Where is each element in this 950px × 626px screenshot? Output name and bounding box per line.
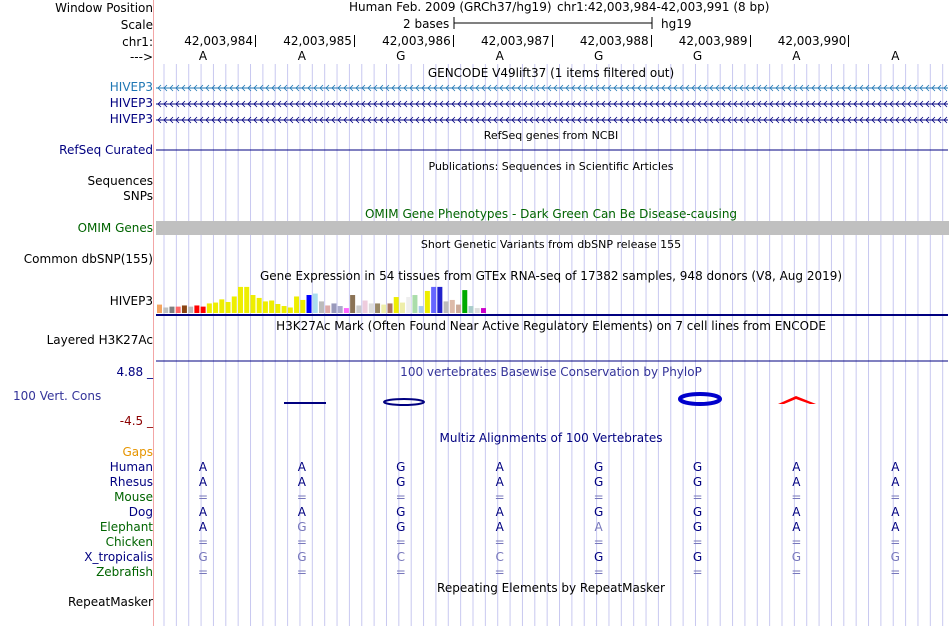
alignment-base: A [495,475,504,489]
alignment-base: G [297,550,307,564]
species-label[interactable]: Dog [128,505,153,519]
window-position-label: Window Position [55,1,153,15]
assembly-title: Human Feb. 2009 (GRCh37/hg19) [349,0,552,14]
species-label[interactable]: Human [109,460,153,474]
position-title[interactable]: chr1:42,003,984-42,003,991 (8 bp) [557,0,770,14]
alignment-base: G [297,520,307,534]
alignment-base: = [692,490,703,504]
alignment-base: G [692,460,703,474]
alignment-base: = [692,565,703,579]
scale-text: 2 bases [403,17,450,31]
alignment-base: A [792,475,801,489]
alignment-base: = [494,490,505,504]
gencode-track-title[interactable]: GENCODE V49lift37 (1 items filtered out) [427,66,675,80]
alignment-base: G [396,475,406,489]
alignment-base: A [297,460,306,474]
publications-sequences-label[interactable]: Sequences [87,174,153,188]
chrom-label: chr1: [122,35,153,49]
ruler-coordinate: 42,003,984 [184,34,253,48]
alignment-base: = [791,490,802,504]
alignment-base: = [890,490,901,504]
ruler-coordinate: 42,003,985 [283,34,352,48]
species-label[interactable]: Zebrafish [96,565,153,579]
species-label[interactable]: X_tropicalis [84,550,153,564]
species-label[interactable]: Rhesus [109,475,153,489]
alignment-base: = [395,565,406,579]
reference-base: A [297,49,306,63]
phylop-mark-g-small [384,399,424,405]
alignment-base: = [791,565,802,579]
alignment-base: G [593,460,604,474]
alignment-base: C [396,550,405,564]
alignment-base: A [495,460,504,474]
alignment-base: A [297,475,306,489]
alignment-base: A [891,460,900,474]
alignment-base: = [494,535,505,549]
alignment-base: G [593,475,604,489]
alignment-base: = [593,565,604,579]
omim-track-title[interactable]: OMIM Gene Phenotypes - Dark Green Can Be Disease-causing [364,207,738,221]
gtex-label[interactable]: HIVEP3 [109,294,153,308]
phylop-mark-a [284,402,326,404]
reference-base: A [495,49,504,63]
alignment-base: G [593,550,604,564]
gtex-track-title[interactable]: Gene Expression in 54 tissues from GTEx RNA-seq of 17382 samples, 948 donors (V8, Aug 2019) [259,269,843,283]
omim-label[interactable]: OMIM Genes [77,221,153,235]
alignment-base: = [593,490,604,504]
alignment-base: = [791,535,802,549]
h3k27ac-label[interactable]: Layered H3K27Ac [46,333,153,347]
repeatmasker-track-title[interactable]: Repeating Elements by RepeatMasker [437,581,665,595]
dbsnp-label[interactable]: Common dbSNP(155) [23,252,153,266]
publications-snps-label[interactable]: SNPs [123,189,153,203]
alignment-base: G [692,505,703,519]
species-label[interactable]: Chicken [105,535,153,549]
alignment-base: A [198,505,208,519]
species-label[interactable]: Mouse [114,490,153,504]
dbsnp-track-title[interactable]: Short Genetic Variants from dbSNP release 155 [420,238,682,251]
scale-label: Scale [120,18,153,32]
alignment-base: A [495,520,504,534]
alignment-base: = [197,490,209,504]
alignment-base: = [890,535,901,549]
alignment-base: = [692,535,703,549]
alignment-base: G [791,550,802,564]
phylop-track-title[interactable]: 100 vertebrates Basewise Conservation by PhyloP [400,365,702,379]
alignment-base: G [692,475,703,489]
ruler-coordinate: 42,003,988 [579,34,649,48]
alignment-base: C [495,550,504,564]
alignment-base: G [396,520,406,534]
alignment-base: A [495,505,504,519]
alignment-base: A [891,505,900,519]
gencode-item-1-label[interactable]: HIVEP3 [109,80,153,94]
publications-track-title[interactable]: Publications: Sequences in Scientific Articles [428,160,674,173]
db-label: hg19 [661,17,692,31]
reference-base: G [396,49,406,63]
multiz-track-title[interactable]: Multiz Alignments of 100 Vertebrates [439,431,663,445]
reference-base: A [198,49,208,63]
alignment-base: G [692,520,703,534]
repeatmasker-label[interactable]: RepeatMasker [67,595,153,609]
alignment-base: G [890,550,900,564]
species-label[interactable]: Elephant [99,520,153,534]
alignment-base: A [792,505,801,519]
alignment-base: A [594,520,603,534]
alignment-base: G [692,550,703,564]
reference-base: A [792,49,801,63]
alignment-base: A [891,475,900,489]
alignment-base: = [494,565,505,579]
alignment-base: A [198,475,208,489]
ruler-coordinate: 42,003,990 [777,34,847,48]
phylop-label[interactable]: 100 Vert. Cons [13,389,102,403]
ruler-coordinate: 42,003,989 [678,34,748,48]
h3k27ac-track-title[interactable]: H3K27Ac Mark (Often Found Near Active Regulatory Elements) on 7 cell lines from ENCODE [276,319,826,333]
alignment-base: = [197,565,209,579]
alignment-base: = [296,490,307,504]
alignment-base: A [891,520,900,534]
phylop-mark-g-large [680,394,720,404]
ruler-coordinate: 42,003,986 [382,34,451,48]
ruler-coordinate: 42,003,987 [480,34,550,48]
strand-label: ---> [129,50,153,64]
alignment-base: = [197,535,209,549]
alignment-base: = [395,490,406,504]
alignment-base: A [792,520,801,534]
reference-base: G [593,49,604,63]
alignment-base: = [395,535,406,549]
gaps-label[interactable]: Gaps [122,445,153,459]
alignment-base: G [198,550,208,564]
alignment-base: G [396,460,406,474]
reference-base: A [891,49,900,63]
alignment-base: A [792,460,801,474]
alignment-base: = [890,565,901,579]
alignment-base: = [296,565,307,579]
alignment-base: = [296,535,307,549]
gencode-item-2-label[interactable]: HIVEP3 [109,96,153,110]
refseq-track-title[interactable]: RefSeq genes from NCBI [483,129,619,142]
alignment-base: G [593,505,604,519]
alignment-base: G [396,505,406,519]
alignment-base: = [593,535,604,549]
phylop-max-label: 4.88 _ [116,365,153,379]
reference-base: G [692,49,703,63]
gencode-item-3-label[interactable]: HIVEP3 [109,112,153,126]
alignment-base: A [198,520,208,534]
refseq-label[interactable]: RefSeq Curated [59,143,153,157]
alignment-base: A [297,505,306,519]
phylop-mark-a-red [778,396,816,404]
alignment-base: A [198,460,208,474]
phylop-min-label: -4.5 _ [119,414,153,428]
